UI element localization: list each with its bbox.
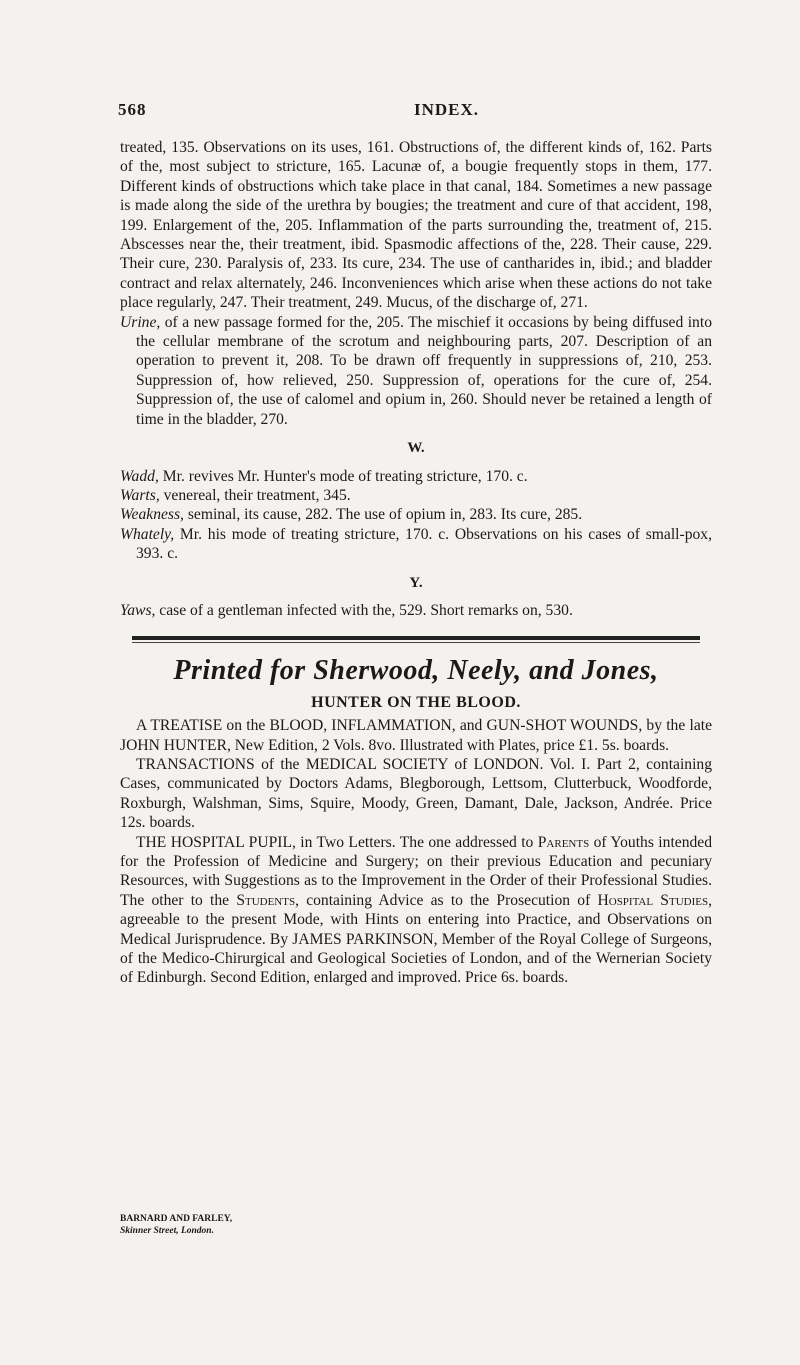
entry-text: Mr. revives Mr. Hunter's mode of treating stricture, 170. c. xyxy=(158,467,528,485)
index-entry-whately xyxy=(120,525,712,564)
ad-text: , agreeable to the present Mode, with Hints on entering into Practice, and Observations on Medical Jurisprudence. By JAMES PARKINSON, Member of the Royal College of Surgeons, of the Medico-Chirurgical and Geological Societies of London, and of the Wernerian Society of Edinburgh. Second Edition, enlarged and improved. Price 6s. boards. xyxy=(120,891,712,987)
index-entry-yaws xyxy=(120,601,712,620)
index-entry-weakness xyxy=(120,505,712,524)
ad-text: THE HOSPITAL PUPIL, in Two Letters. The one addressed to xyxy=(136,833,538,851)
page-number: 568 xyxy=(118,100,147,119)
entry-term: Wadd, xyxy=(120,467,159,485)
divider-rule-thin xyxy=(132,642,700,643)
entry-term: Warts, xyxy=(120,486,160,504)
index-entry-urine xyxy=(120,313,712,429)
divider-rule xyxy=(132,636,700,640)
ad-text-smallcaps: Hospital Studies xyxy=(597,891,709,909)
entry-term: Whately, xyxy=(120,525,175,543)
printer-name: BARNARD AND FARLEY, xyxy=(120,1214,233,1224)
entry-term: Urine, xyxy=(120,313,161,331)
ad-text: of Youths intended for the Profession of Medicine and Surgery; on their previous Education and pecuniary Resources, with Suggestions as to the Improvement in the Order of their Professional Studies. The other to the xyxy=(120,833,713,909)
letter-heading-w: W. xyxy=(407,440,425,457)
ad-text: , containing Advice as to the Prosecution of xyxy=(295,891,598,909)
entry-text: seminal, its cause, 282. The use of opium in, 283. Its cure, 285. xyxy=(183,506,583,524)
printer-address: Skinner Street, London. xyxy=(120,1226,214,1236)
index-entry-wadd xyxy=(120,467,712,486)
index-entry-warts xyxy=(120,486,712,505)
ad-hospital-pupil xyxy=(120,833,712,988)
urethra-continuation: treated, 135. Observations on its uses, 161. Obstructions of, the different kinds of, 162. Parts of the, most subject to stricture, 165. Lacunæ of, a bougie frequently stops in them, 177. Different kinds of obstructions which take place in that canal, 184. Sometimes a new passage is made along the side of the urethra by bougies; the treatment and cure of that accident, 198, 199. Enlargement of the, 205. Inflammation of the parts surrounding the, treatment of, 215. Abscesses near the, their treatment, ibid. Spasmodic affections of the, 228. Their cause, 229. Their cure, 230. Paralysis of, 233. Its cure, 234. The use of cantharides in, ibid.; and bladder contract and relax alternately, 246. Inconveniences which arise when these actions do not take place regularly, 247. Their treatment, 249. Mucus, of the discharge of, 271. xyxy=(120,139,712,312)
ad-medical-transactions: TRANSACTIONS of the MEDICAL SOCIETY of LONDON. Vol. I. Part 2, containing Cases, communicated by Doctors Adams, Blegborough, Lettsom, Clutterbuck, Woodforde, Roxburgh, Walshman, Sims, Squire, Moody, Green, Damant, Dale, Jackson, Andrée. Price 12s. boards. xyxy=(120,755,712,832)
index-body xyxy=(120,138,712,988)
entry-text: venereal, their treatment, 345. xyxy=(159,486,351,504)
running-title: INDEX. xyxy=(414,100,480,119)
publisher-imprint: Printed for Sherwood, Neely, and Jones, xyxy=(173,655,659,687)
entry-term: Yaws, xyxy=(120,601,156,619)
entry-text: of a new passage formed for the, 205. The mischief it occasions by being diffused into the cellular membrane of the scrotum and neighbouring parts, 207. Description of an operation to prevent it, 208. To be drawn off frequently in suppressions of, 210, 253. Suppression of, how relieved, 250. Suppression of, operations for the cure of, 254. Suppression of, the use of calomel and opium in, 260. Should never be retained a length of time in the bladder, 270. xyxy=(136,313,712,428)
printer-colophon xyxy=(120,1213,232,1237)
ad-text-smallcaps: Parents xyxy=(537,833,590,851)
entry-text: case of a gentleman infected with the, 529. Short remarks on, 530. xyxy=(155,601,573,619)
entry-term: Weakness, xyxy=(120,506,184,524)
letter-heading-y: Y. xyxy=(409,574,423,591)
entry-text: Mr. his mode of treating stricture, 170. c. Observations on his cases of small-pox, 393. c. xyxy=(136,525,712,563)
ad-heading-hunter: HUNTER ON THE BLOOD. xyxy=(311,693,521,711)
ad-hunter-treatise: A TREATISE on the BLOOD, INFLAMMATION, and GUN-SHOT WOUNDS, by the late JOHN HUNTER, New Edition, 2 Vols. 8vo. Illustrated with Plates, price £1. 5s. boards. xyxy=(120,717,712,754)
ad-text-smallcaps: Students xyxy=(236,891,296,909)
